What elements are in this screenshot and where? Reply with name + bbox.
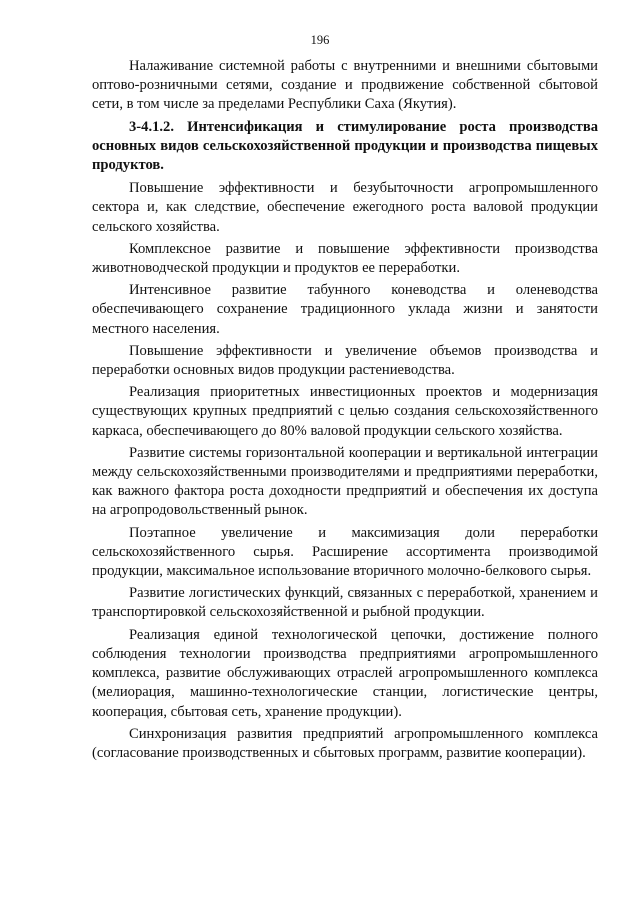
document-body bbox=[92, 57, 598, 766]
paragraph-technology-chain: Реализация единой технологической цепочки, достижение полного соблюдения технологии производства предприятиями агропромышленного комплекса, развитие обслуживающих отраслей агропромышленного комплекса (мелиорация, машинно-технологические станции, логистические центры, кооперация, сбытовая сеть, хранение продукции). bbox=[92, 626, 598, 720]
paragraph-cooperation: Развитие системы горизонтальной кооперации и вертикальной интеграции между сельскохозяйственными производителями и предприятиями переработки, как важного фактора роста доходности предприятий и обеспечения их доступа на агропродовольственный рынок. bbox=[92, 444, 598, 519]
paragraph-logistics: Развитие логистических функций, связанных с переработкой, хранением и транспортировкой сельскохозяйственной и рыбной продукции. bbox=[92, 585, 598, 621]
paragraph-investment-projects: Реализация приоритетных инвестиционных проектов и модернизация существующих крупных предприятий с целью создания сельскохозяйственного каркаса, обеспечивающего до 80% валовой продукции сельского хозяйства. bbox=[92, 384, 598, 439]
paragraph-efficiency: Повышение эффективности и безубыточности агропромышленного сектора и, как следствие, обеспечение ежегодного роста валовой продукции сельского хозяйства. bbox=[92, 180, 598, 235]
page-number: 196 bbox=[310, 33, 330, 47]
paragraph-livestock: Комплексное развитие и повышение эффективности производства животноводческой продукции и продуктов ее переработки. bbox=[92, 240, 598, 277]
paragraph-synchronization: Синхронизация развития предприятий агропромышленного комплекса (согласование производственных и сбытовых программ, развитие кооперации). bbox=[92, 725, 598, 761]
paragraph-horse-reindeer: Интенсивное развитие табунного коневодства и оленеводства обеспечивающего сохранение традиционного уклада жизни и занятости местного населения. bbox=[92, 282, 598, 337]
section-heading: 3-4.1.2. Интенсификация и стимулирование роста производства основных видов сельскохозяйственной продукции и производства пищевых продуктов. bbox=[92, 118, 598, 174]
paragraph-crop-production: Повышение эффективности и увеличение объемов производства и переработки основных видов продукции растениеводства. bbox=[92, 342, 598, 379]
paragraph-sales-networks: Налаживание системной работы с внутренними и внешними сбытовыми оптово-розничными сетями, создание и продвижение собственной сбытовой сети, в том числе за пределами Республики Саха (Якутия). bbox=[92, 58, 598, 113]
paragraph-processing: Поэтапное увеличение и максимизация доли переработки сельскохозяйственного сырья. Расширение ассортимента производимой продукции, максимальное использование вторичного молочно-белкового сырья. bbox=[92, 524, 598, 580]
